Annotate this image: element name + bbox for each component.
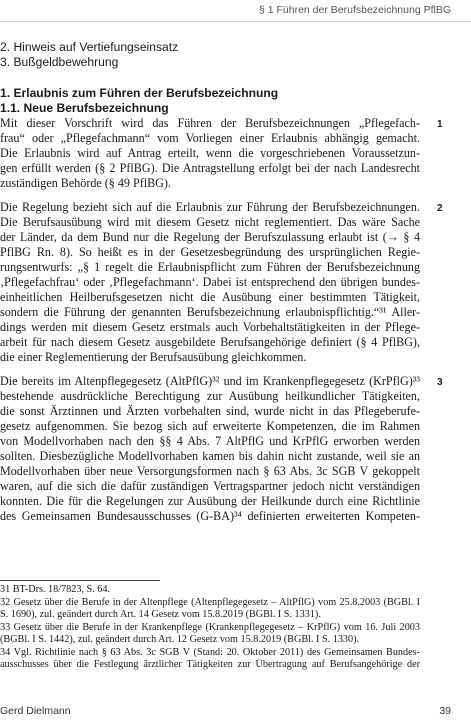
margin-number: 2 [437,203,443,214]
text-line: waren, auf die sich die dafür zuständigen Vertragspartner jedoch nicht verständigen [0,479,420,493]
footnote-line: 34 Vgl. Richtlinie nach § 63 Abs. 3c SGB V (Stand: 20. Oktober 2011) des Gemeinsamen Bundes- [0,646,420,658]
text-line: gen erfüllt werden (§ 2 PflBG). Die Antragstellung erfolgt bei der nach Landesrecht [0,161,420,175]
text-line: sondern die Führung der genannten Berufsbezeichnung erlaubnispflichtig.“³¹ Aller- [0,305,420,319]
text-line: arbeit für nach diesem Gesetz ausgebildete Berufsangehörige definiert (§ 4 PflBG), [0,335,420,349]
paragraph-2 [0,200,420,365]
header-rule [0,21,471,22]
text-line: Die bereits im Altenpflegegesetz (AltPflG)³² und im Krankenpflegegesetz (KrPflG)³³ [0,374,420,388]
page-footer [0,705,471,719]
text-line: bestehende ausdrückliche Berechtigung zur Ausübung heilkundlicher Tätigkeiten, [0,389,420,403]
text-line: Die Erlaubnis wird auf Antrag erteilt, wenn die vorgeschriebenen Voraussetzun- [0,146,420,160]
text-line: gesetz aufgenommen. Sie bezog sich auf erweiterte Kompetenzen, die im Rahmen [0,419,420,433]
text-line: Mit dieser Vorschrift wird das Führen der Berufsbezeichnungen „Pflegefach- [0,116,420,130]
margin-number: 1 [437,119,443,130]
text-line: der Länder, da dem Bund nur die Regelung der Berufszulassung erlaubt ist (→ § 4 [0,230,420,244]
text-line: Die Berufsausübung wird mit diesem Gesetz nicht reglementiert. Das wäre Sache [0,215,420,229]
footnote-line: S. 1690), zul. geändert durch Art. 14 Gesetz vom 15.8.2019 (BGBl. I S. 1331). [0,609,321,620]
subsection-heading: 1.1. Neue Berufsbezeichnung [0,101,169,115]
footnote-line: 32 Gesetz über die Berufe in der Altenpflege (Altenpflegegesetz – AltPflG) vom 25.8.2003 (BGBl. I [0,596,420,608]
text-line: frau“ oder „Pflegefachmann“ vom Vorliegen einer Erlaubnis abhängig gemacht. [0,131,420,145]
outline-list [0,40,420,70]
text-line: sollten. Diesbezügliche Modellvorhaben kamen bis dahin nicht zustande, weil sie an [0,449,420,463]
text-line: Die Regelung bezieht sich auf die Erlaubnis zur Führung der Berufsbezeichnungen. [0,200,420,214]
paragraph-1 [0,116,420,191]
running-title: § 1 Führen der Berufsbezeichnung PflBG [258,4,451,16]
section-headings [0,86,420,116]
footnote-rule [0,580,160,581]
text-line: die einer Reglementierung der Berufsausübung gleichkommen. [0,350,307,364]
text-line: konnten. Die für die Regelungen zur Ausübung der Heilkunde durch eine Richtlinie [0,494,420,508]
outline-item: 2. Hinweis auf Vertiefungseinsatz [0,40,179,54]
outline-item: 3. Bußgeldbewehrung [0,55,119,69]
running-header [0,0,471,22]
text-line: des Gemeinsamen Bundesausschusses (G-BA)³⁴ definierten erweiterten Kompeten- [0,509,420,523]
text-line: die sonst Ärztinnen und Ärzten vorbehalten sind, wurde nicht in das Pflegeberufe- [0,404,420,418]
section-heading: 1. Erlaubnis zum Führen der Berufsbezeichnung [0,86,279,100]
text-line: einheitlichen Heilberufsgesetzen nicht die Ausübung einer bestimmten Tätigkeit, [0,290,420,304]
text-line: Modellvorhaben über neue Versorgungsformen nach § 63 Abs. 3c SGB V gekoppelt [0,464,420,478]
footnote-line: ausschusses über die Festlegung ärztlicher Tätigkeiten zur Übertragung auf Berufsangehörige der [0,659,420,670]
text-line: zuständigen Behörde (§ 49 PflBG). [0,176,171,190]
text-line: rungsentwurfs: „§ 1 regelt die Erlaubnispflicht zum Führen der Berufsbezeichnung [0,260,420,274]
text-line: ‚Pflegefachfrau‘ oder ‚Pflegefachmann‘. Dabei ist entsprechend den übrigen bundes- [0,275,420,289]
footer-author: Gerd Dielmann [0,705,71,717]
text-line: dings werden mit diesem Gesetz erstmals auch Vorbehaltstätigkeiten in der Pflege- [0,320,420,334]
text-line: PflBG Rn. 8). So heißt es in der Gesetzesbegründung des ursprünglichen Regie- [0,245,420,259]
paragraph-3 [0,374,420,524]
page-number: 39 [439,705,451,717]
footnote-line: 33 Gesetz über die Berufe in der Krankenpflege (Krankenpflegegesetz – KrPflG) vom 16. Juli 2003 [0,621,420,633]
text-line: von Modellvorhaben nach den §§ 4 Abs. 7 AltPflG und KrPflG erworben werden [0,434,420,448]
margin-number: 3 [437,377,443,388]
footnotes [0,584,420,672]
footnote-line: 31 BT-Drs. 18/7823, S. 64. [0,584,110,595]
footnote-line: (BGBl. I S. 1442), zul. geändert durch Art. 12 Gesetz vom 15.8.2019 (BGBl. I S. 1330). [0,634,360,645]
